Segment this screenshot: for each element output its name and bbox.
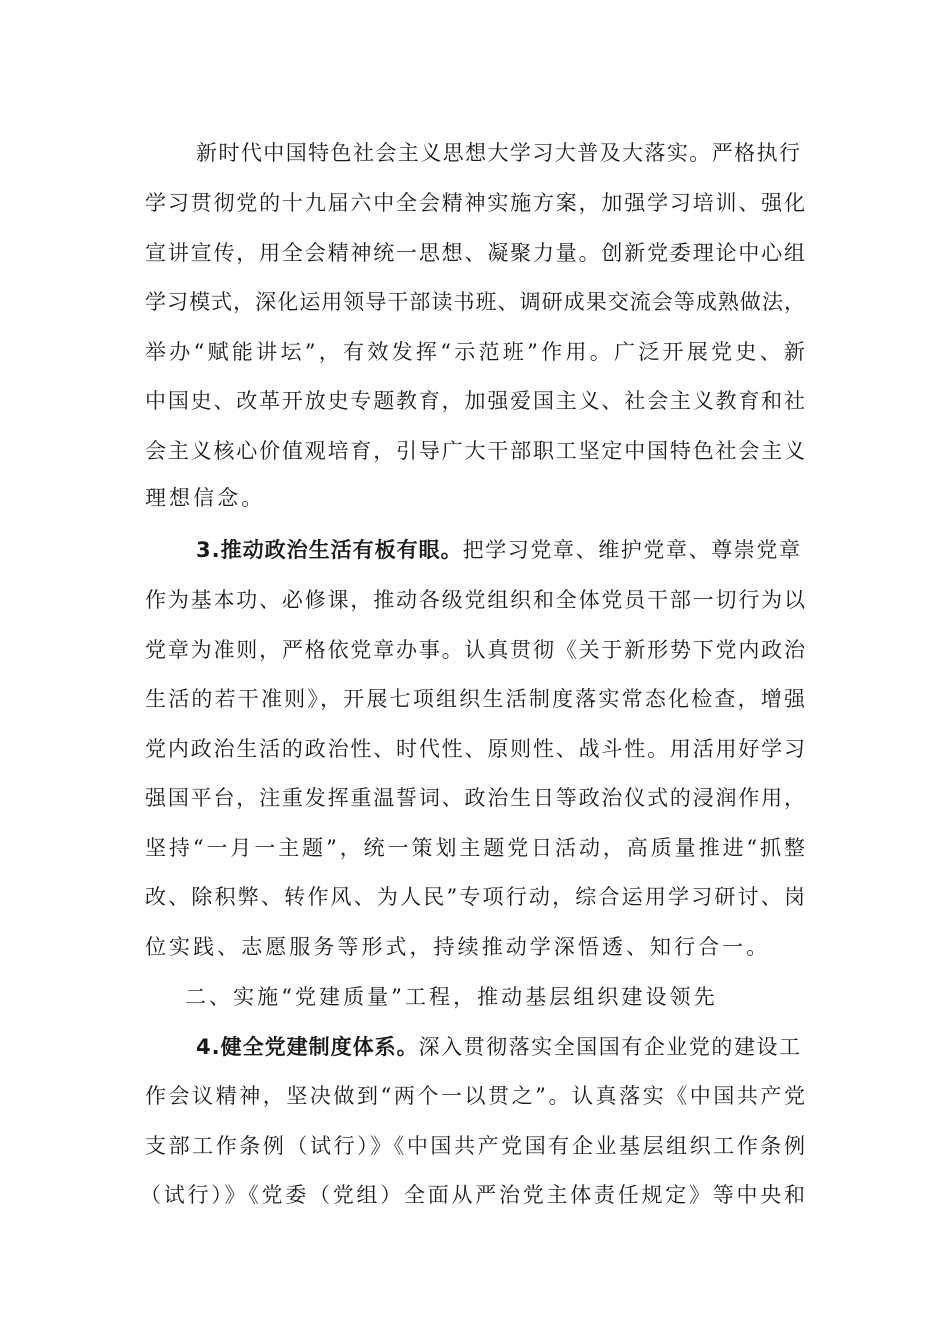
body-text-line: 宣讲宣传，用全会精神统一思想、凝聚力量。创新党委理论中心组: [145, 241, 805, 265]
body-text-line: 作会议精神，坚决做到“两个一以贯之”。认真落实《中国共产党: [145, 1084, 805, 1108]
paragraph-3-first-line: [196, 535, 800, 565]
body-text-line: 坚持“一月一主题”，统一策划主题党日活动，高质量推进“抓整: [145, 836, 805, 860]
body-text-line: 会主义核心价值观培育，引导广大干部职工坚定中国特色社会主义: [145, 439, 805, 463]
body-text-line: （试行）》《党委（党组）全面从严治党主体责任规定》等中央和: [140, 1183, 805, 1207]
paragraph-4-first-line: [196, 1032, 800, 1062]
body-text-line: 把学习党章、维护党章、尊崇党章: [462, 538, 800, 562]
body-text-line: 强国平台，注重发挥重温誓词、政治生日等政治仪式的浸润作用，: [145, 786, 805, 810]
body-text-line: 党内政治生活的政治性、时代性、原则性、战斗性。用活用好学习: [145, 737, 805, 761]
body-text-line: 中国史、改革开放史专题教育，加强爱国主义、社会主义教育和社: [145, 389, 805, 413]
body-text-line: 新时代中国特色社会主义思想大学习大普及大落实。严格执行: [196, 141, 800, 165]
body-text-line: 支部工作条例（试行）》《中国共产党国有企业基层组织工作条例: [145, 1134, 805, 1158]
paragraph-4-heading: 4.健全党建制度体系。: [196, 1035, 419, 1059]
body-text-line: 生活的若干准则》，开展七项组织生活制度落实常态化检查，增强: [145, 687, 805, 711]
body-text-line: 作为基本功、必修课，推动各级党组织和全体党员干部一切行为以: [145, 588, 805, 612]
body-text-line: 位实践、志愿服务等形式，持续推动学深悟透、知行合一。: [145, 935, 771, 959]
body-text-line: 理想信念。: [145, 486, 266, 510]
section-heading: 二、实施“党建质量”工程，推动基层组织建设领先: [185, 985, 718, 1009]
body-text-line: 举办“赋能讲坛”，有效发挥“示范班”作用。广泛开展党史、新: [145, 340, 805, 364]
paragraph-3-heading: 3.推动政治生活有板有眼。: [196, 538, 463, 562]
body-text-line: 学习贯彻党的十九届六中全会精神实施方案，加强学习培训、强化: [145, 191, 805, 215]
body-text-line: 改、除积弊、转作风、为人民”专项行动，综合运用学习研讨、岗: [145, 885, 805, 909]
body-text-line: 深入贯彻落实全国国有企业党的建设工: [418, 1035, 800, 1059]
body-text-line: 学习模式，深化运用领导干部读书班、调研成果交流会等成熟做法，: [145, 290, 805, 314]
body-text-line: 党章为准则，严格依党章办事。认真贯彻《关于新形势下党内政治: [145, 638, 805, 662]
